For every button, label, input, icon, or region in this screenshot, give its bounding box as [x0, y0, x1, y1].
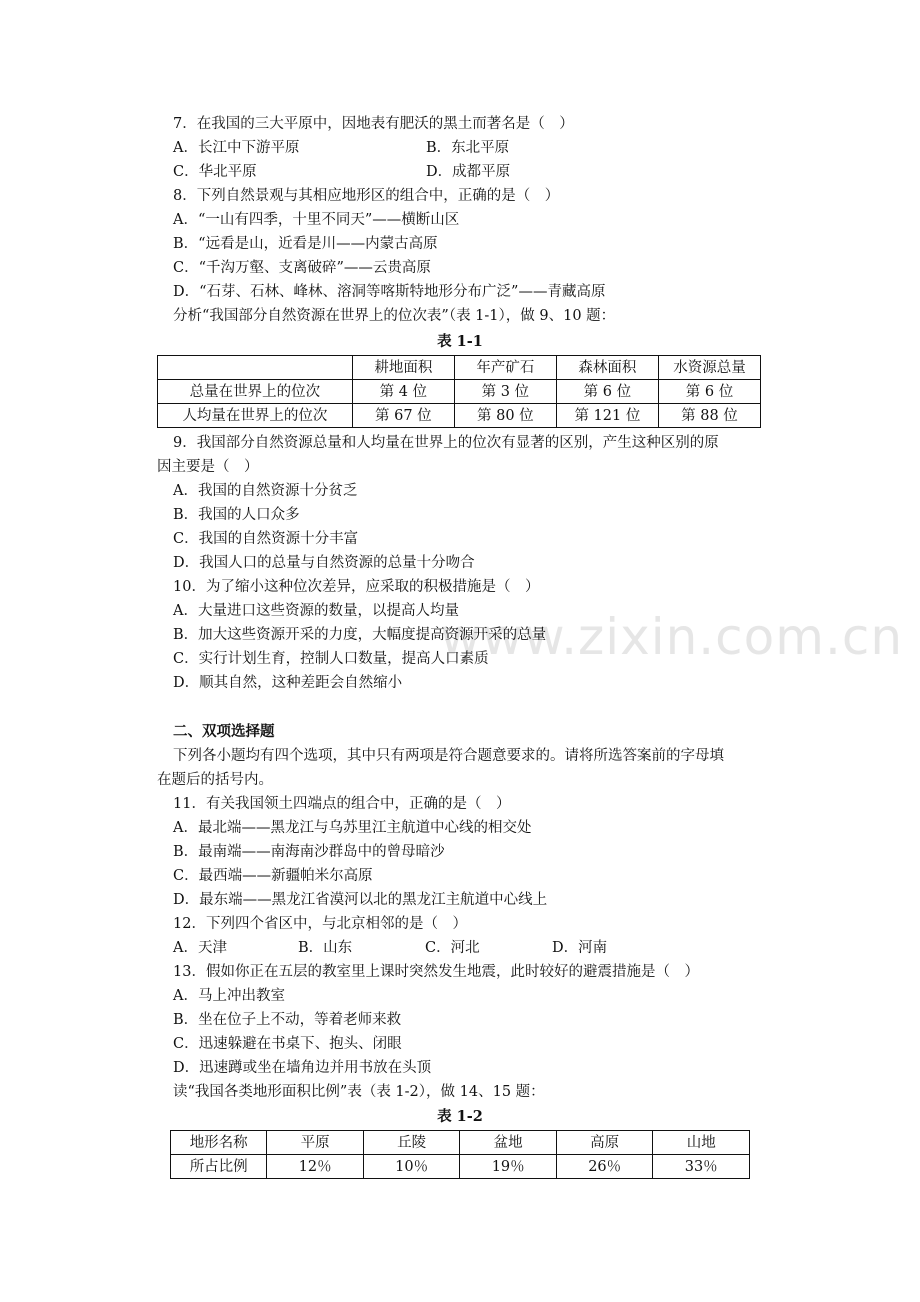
q11-stem: 11．有关我国领土四端点的组合中，正确的是（ ）	[173, 796, 511, 812]
q7-option-d: D．成都平原	[426, 164, 511, 180]
q10-option-a: A．大量进口这些资源的数量，以提高人均量	[173, 603, 459, 619]
q13-option-c: C．迅速躲避在书桌下、抱头、闭眼	[173, 1036, 402, 1052]
q9-option-c: C．我国的自然资源十分丰富	[173, 531, 359, 547]
table-1-2	[170, 1130, 750, 1179]
table-header-cell: 森林面积	[556, 356, 658, 380]
q10-option-c: C．实行计划生育，控制人口数量，提高人口素质	[173, 651, 489, 667]
q13-option-d: D．迅速蹲或坐在墙角边并用书放在头顶	[173, 1060, 432, 1076]
table-row	[158, 404, 761, 428]
table-cell: 33％	[653, 1155, 750, 1179]
q9-stem-line1: 9．我国部分自然资源总量和人均量在世界上的位次有显著的区别，产生这种区别的原	[173, 435, 719, 451]
q12-option-c: C．河北	[425, 940, 480, 956]
table-cell: 第 88 位	[658, 404, 760, 428]
table-cell: 第 4 位	[352, 380, 454, 404]
q9-stem-line2: 因主要是（ ）	[157, 459, 259, 475]
q13-option-a: A．马上冲出教室	[173, 988, 285, 1004]
table1-caption: 表 1-1	[437, 333, 483, 350]
q11-option-c: C．最西端——新疆帕米尔高原	[173, 868, 373, 884]
q12-option-b: B．山东	[298, 940, 353, 956]
q9-option-d: D．我国人口的总量与自然资源的总量十分吻合	[173, 555, 475, 571]
table-header-cell: 耕地面积	[352, 356, 454, 380]
q7-option-b: B．东北平原	[426, 140, 510, 156]
q11-option-d: D．最东端——黑龙江省漠河以北的黑龙江主航道中心线上	[173, 892, 548, 908]
q8-option-a: A．“一山有四季，十里不同天”——横断山区	[173, 212, 460, 228]
table-cell: 第 121 位	[556, 404, 658, 428]
section-desc-line2: 在题后的括号内。	[157, 772, 273, 788]
table-cell: 10％	[363, 1155, 460, 1179]
q9-option-a: A．我国的自然资源十分贫乏	[173, 483, 358, 499]
table-header-cell: 高原	[556, 1131, 653, 1155]
q8-option-b: B．“远看是山，近看是川——内蒙古高原	[173, 236, 438, 252]
table-cell: 第 3 位	[454, 380, 556, 404]
q10-stem: 10．为了缩小这种位次差异，应采取的积极措施是（ ）	[173, 579, 540, 595]
q10-option-b: B．加大这些资源开采的力度，大幅度提高资源开采的总量	[173, 627, 547, 643]
intro-table-1: 分析“我国部分自然资源在世界上的位次表”（表 1-1），做 9、10 题：	[173, 308, 616, 324]
table-cell: 26％	[556, 1155, 653, 1179]
watermark: www.zixin.com.cn	[440, 608, 904, 666]
table2-caption: 表 1-2	[437, 1108, 483, 1125]
q8-option-d: D．“石芽、石林、峰林、溶洞等喀斯特地形分布广泛”——青藏高原	[173, 284, 606, 300]
intro-table-2: 读“我国各类地形面积比例”表（表 1-2），做 14、15 题：	[173, 1084, 545, 1100]
table-header-row	[171, 1131, 750, 1155]
q13-stem: 13．假如你正在五层的教室里上课时突然发生地震，此时较好的避震措施是（ ）	[173, 964, 699, 980]
q10-option-d: D．顺其自然，这种差距会自然缩小	[173, 675, 403, 691]
table-cell: 人均量在世界上的位次	[158, 404, 353, 428]
q9-option-b: B．我国的人口众多	[173, 507, 300, 523]
q12-option-a: A．天津	[173, 940, 227, 956]
table-1-1	[157, 355, 761, 428]
table-header-cell: 水资源总量	[658, 356, 760, 380]
q7-stem: 7．在我国的三大平原中，因地表有肥沃的黑土而著名是（ ）	[173, 116, 574, 132]
table-cell: 19％	[460, 1155, 557, 1179]
table-row	[171, 1155, 750, 1179]
q11-option-b: B．最南端——南海南沙群岛中的曾母暗沙	[173, 844, 445, 860]
q7-option-c: C．华北平原	[173, 164, 257, 180]
table-header-cell	[158, 356, 353, 380]
table-cell: 第 67 位	[352, 404, 454, 428]
q12-option-d: D．河南	[552, 940, 608, 956]
table-cell: 第 6 位	[556, 380, 658, 404]
q7-option-a: A．长江中下游平原	[173, 140, 300, 156]
q8-stem: 8．下列自然景观与其相应地形区的组合中，正确的是（ ）	[173, 188, 560, 204]
table-cell: 总量在世界上的位次	[158, 380, 353, 404]
section-desc-line1: 下列各小题均有四个选项，其中只有两项是符合题意要求的。请将所选答案前的字母填	[173, 748, 724, 764]
table-cell: 所占比例	[171, 1155, 267, 1179]
table-header-cell: 年产矿石	[454, 356, 556, 380]
q13-option-b: B．坐在位子上不动，等着老师来救	[173, 1012, 402, 1028]
table-cell: 12％	[267, 1155, 364, 1179]
q8-option-c: C．“千沟万壑、支离破碎”——云贵高原	[173, 260, 431, 276]
table-cell: 第 80 位	[454, 404, 556, 428]
table-cell: 第 6 位	[658, 380, 760, 404]
table-header-row	[158, 356, 761, 380]
q12-stem: 12．下列四个省区中，与北京相邻的是（ ）	[173, 916, 467, 932]
table-header-cell: 丘陵	[363, 1131, 460, 1155]
table-header-cell: 平原	[267, 1131, 364, 1155]
q11-option-a: A．最北端——黑龙江与乌苏里江主航道中心线的相交处	[173, 820, 532, 836]
table-header-cell: 山地	[653, 1131, 750, 1155]
table-header-cell: 盆地	[460, 1131, 557, 1155]
table-header-cell: 地形名称	[171, 1131, 267, 1155]
section-title: 二、双项选择题	[173, 723, 275, 740]
table-row	[158, 380, 761, 404]
